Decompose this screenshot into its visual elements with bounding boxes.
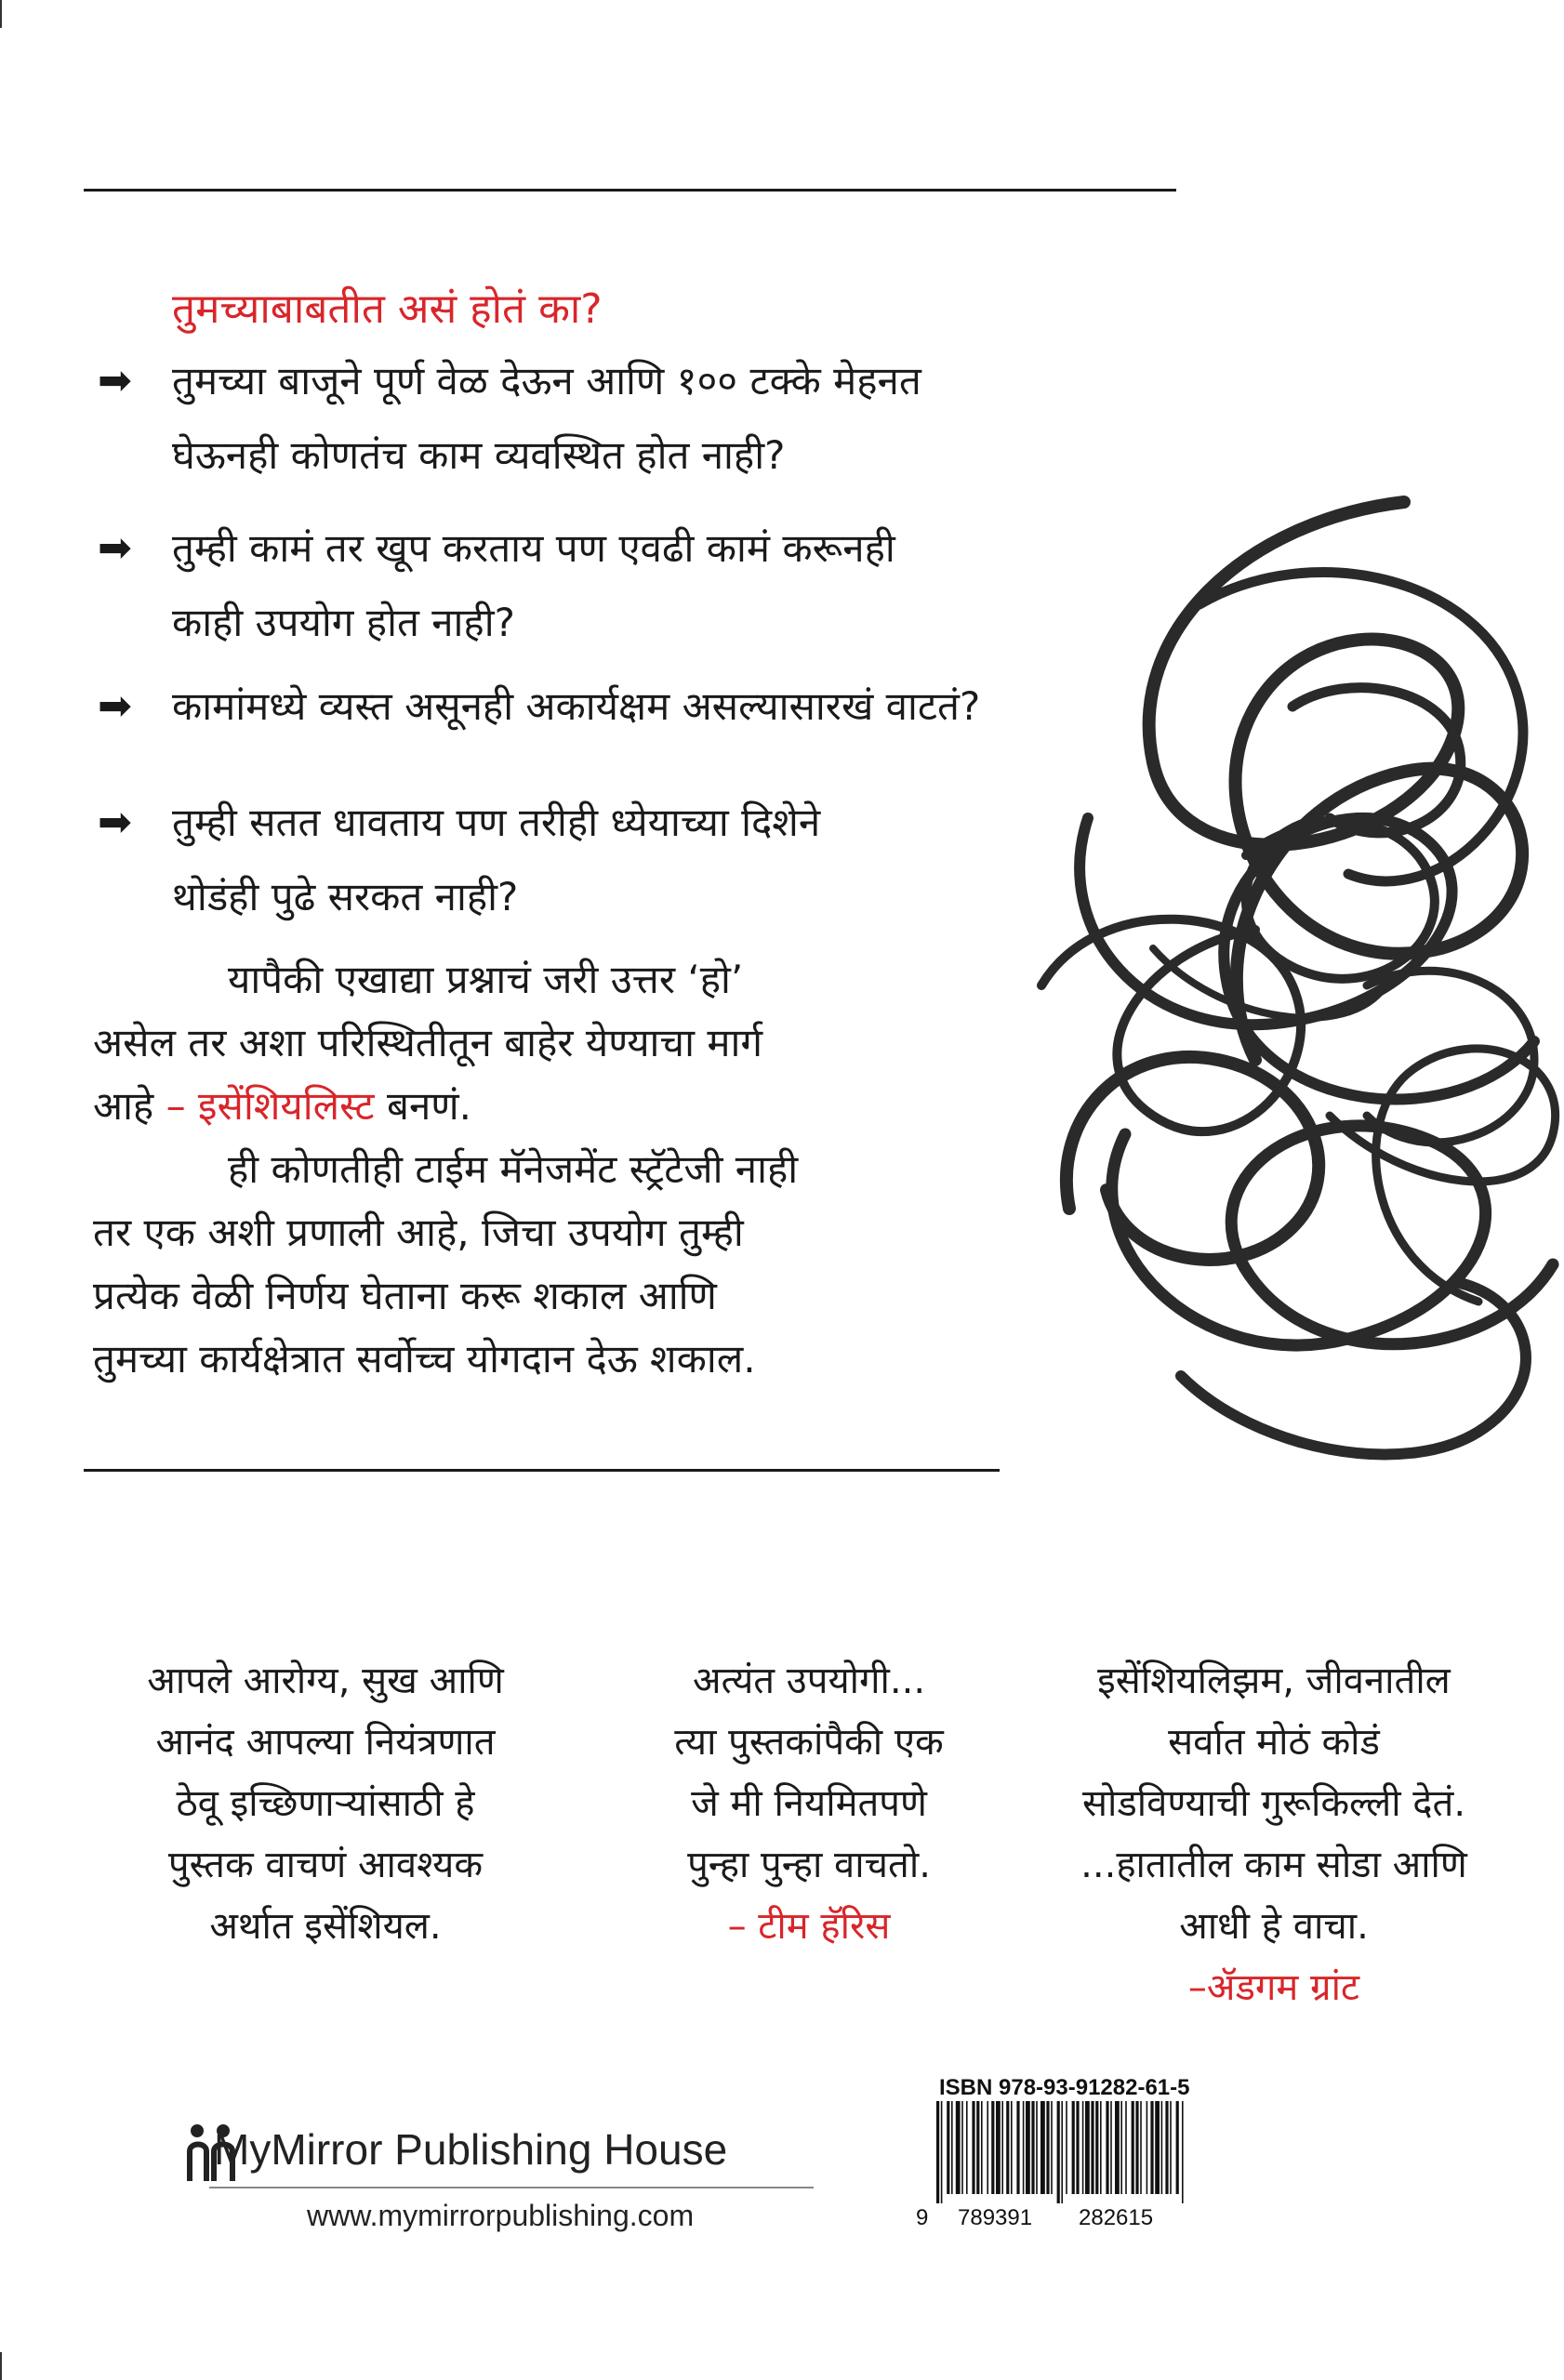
barcode-bar (941, 2101, 943, 2203)
quote-line: अर्थात इसेंशियल. (209, 1905, 442, 1948)
barcode-bar (1140, 2101, 1142, 2194)
para-text: बनणं. (374, 1083, 471, 1129)
quote-3 (1014, 1650, 1534, 2018)
quote-line: सोडविण्याची गुरूकिल्ली देतं. (1081, 1782, 1466, 1825)
quote-line: जे मी नियमितपणे (691, 1782, 927, 1825)
quote-line: सर्वात मोठं कोडं (1168, 1721, 1380, 1764)
barcode-bar (976, 2101, 979, 2194)
barcode-bar (961, 2101, 963, 2194)
crop-mark (0, 2352, 2, 2380)
tangled-scribble-icon (1014, 465, 1564, 1515)
barcode-bar (1161, 2101, 1163, 2194)
barcode-bar (1120, 2101, 1122, 2194)
right-arrow-icon: ➡ (98, 682, 132, 730)
barcode-digits-left: 789391 (958, 2205, 1033, 2230)
para-text: आहे (93, 1083, 166, 1129)
barcode-bar (1036, 2101, 1038, 2194)
barcode-bar (1091, 2101, 1093, 2194)
barcode-bar (1170, 2101, 1172, 2194)
barcode-bar (1057, 2101, 1060, 2203)
barcode-bar (1125, 2101, 1127, 2194)
barcode-bar (1165, 2101, 1168, 2194)
barcode-bar (1100, 2101, 1102, 2194)
barcode-bar (936, 2101, 939, 2203)
barcode-bar (947, 2101, 949, 2194)
barcode-bar (991, 2101, 994, 2194)
barcode-bar (1076, 2101, 1079, 2194)
barcode-bar (1110, 2101, 1112, 2194)
barcode-bar (1011, 2101, 1013, 2194)
barcode-digit-lead: 9 (916, 2205, 929, 2230)
bullet-line: तुम्ही कामं तर खूप करताय पण एवढी कामं करूनही (172, 525, 895, 571)
barcode-bar (1106, 2101, 1108, 2194)
quote-attribution: – टीम हॅरिस (727, 1905, 891, 1948)
barcode-bar (1132, 2101, 1134, 2194)
barcode-bar (1040, 2101, 1045, 2194)
quote-attribution: –ॲडगम ग्रांट (1187, 1966, 1360, 2009)
bullet-line: घेऊनही कोणतंच काम व्यवस्थित होत नाही? (172, 432, 786, 478)
barcode-bar (1082, 2101, 1084, 2194)
barcode-digits-right: 282615 (1079, 2205, 1154, 2230)
para-line: ही कोणतीही टाईम मॅनेजमेंट स्ट्रॅटेजी नाही (228, 1146, 799, 1192)
publisher-url: www.mymirrorpublishing.com (307, 2199, 695, 2232)
barcode-bar (966, 2101, 968, 2194)
quote-line: आधी हे वाचा. (1179, 1905, 1369, 1948)
barcode-bar (1135, 2101, 1138, 2194)
barcode-bar (1023, 2101, 1025, 2194)
barcode-bar (987, 2101, 988, 2194)
barcode-bar (1031, 2101, 1034, 2194)
barcode-bar (1146, 2101, 1148, 2194)
barcode-bar (1026, 2101, 1030, 2194)
quote-line: अत्यंत उपयोगी... (692, 1659, 926, 1702)
barcode-bar (1051, 2101, 1053, 2194)
middle-divider (84, 1469, 1000, 1472)
barcode-bar (1006, 2101, 1009, 2194)
quote-line: आपले आरोग्य, सुख आणि (147, 1659, 504, 1702)
bullet-line: तुमच्या बाजूने पूर्ण वेळ देऊन आणि १०० टक्के मेहनत (172, 358, 921, 403)
barcode-icon (934, 2101, 1186, 2203)
para-line (93, 1075, 798, 1138)
barcode-bar (1061, 2101, 1063, 2203)
bullet-line: काही उपयोग होत नाही? (172, 600, 515, 645)
barcode-bar (1085, 2101, 1090, 2194)
quote-line: पुस्तक वाचणं आवश्यक (167, 1844, 484, 1886)
barcode-bar (1182, 2101, 1184, 2203)
barcode-bar (1072, 2101, 1075, 2194)
top-divider (84, 189, 1176, 192)
bullet-line: थोडंही पुढे सरकत नाही? (172, 874, 519, 919)
para-line: तुमच्या कार्यक्षेत्रात सर्वोच्च योगदान देऊ शकाल. (93, 1336, 756, 1382)
barcode-bar (1001, 2101, 1003, 2194)
quote-line: त्या पुस्तकांपैकी एक (674, 1721, 944, 1764)
para-line: तर एक अशी प्रणाली आहे, जिचा उपयोग तुम्ही (93, 1210, 744, 1255)
question-heading: तुमच्याबाबतीत असं होतं का? (172, 285, 603, 333)
publisher-name: MyMirror Publishing House (214, 2125, 728, 2174)
barcode-bar (972, 2101, 974, 2194)
barcode-bar (1176, 2101, 1179, 2194)
quote-line: आनंद आपल्या नियंत्रणात (155, 1721, 496, 1764)
barcode-bar (1115, 2101, 1120, 2194)
right-arrow-icon: ➡ (98, 799, 132, 846)
barcode-bar (1150, 2101, 1153, 2194)
bullet-line: तुम्ही सतत धावताय पण तरीही ध्येयाच्या दिशेने (172, 800, 821, 845)
barcode-bar (1046, 2101, 1049, 2194)
para-line: यापैकी एखाद्या प्रश्नाचं जरी उत्तर ‘हो’ (228, 957, 744, 1002)
barcode-bar (956, 2101, 961, 2194)
quote-line: ठेवू इच्छिणाऱ्यांसाठी हे (176, 1782, 475, 1825)
barcode-bar (1095, 2101, 1098, 2194)
quote-1 (84, 1650, 567, 1957)
quote-2 (595, 1650, 1023, 1957)
barcode-bar (996, 2101, 1001, 2194)
isbn-label: ISBN 978-93-91282-61-5 (939, 2075, 1190, 2100)
body-paragraph-1 (93, 948, 798, 1391)
barcode-bar (981, 2101, 983, 2194)
para-line: असेल तर अशा परिस्थितीतून बाहेर येण्याचा मार्ग (93, 1020, 762, 1065)
barcode-bar (951, 2101, 953, 2194)
essentialist-highlight: – इसेंशियलिस्ट (166, 1083, 375, 1129)
quote-line: इसेंशियलिझम, जीवनातील (1097, 1659, 1451, 1702)
quote-line: पुन्हा पुन्हा वाचतो. (687, 1844, 931, 1886)
right-arrow-icon: ➡ (98, 357, 132, 404)
bullet-line: कामांमध्ये व्यस्त असूनही अकार्यक्षम असल्यासारखं वाटतं? (172, 683, 981, 729)
publisher-underline (209, 2187, 814, 2188)
right-arrow-icon: ➡ (98, 524, 132, 572)
barcode-bar (1155, 2101, 1160, 2194)
quote-line: ...हातातील काम सोडा आणि (1080, 1844, 1467, 1886)
barcode-bar (1066, 2101, 1067, 2194)
para-line: प्रत्येक वेळी निर्णय घेताना करू शकाल आणि (93, 1273, 717, 1318)
crop-mark (0, 0, 2, 28)
barcode-bar (1016, 2101, 1019, 2194)
